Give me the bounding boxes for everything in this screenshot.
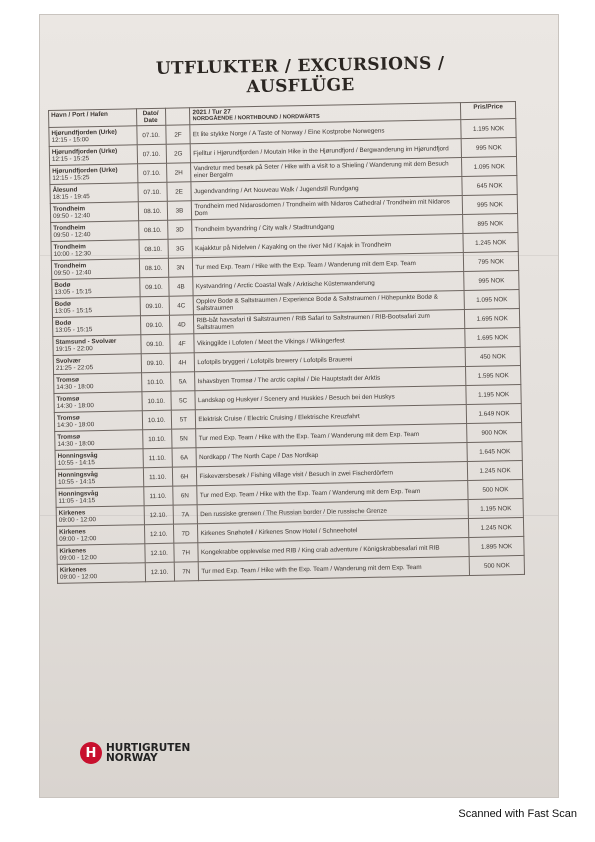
code-cell: 4H [170,353,195,372]
date-cell: 11.10. [143,449,172,469]
date-cell: 07.10. [138,183,167,203]
price-cell: 1.195 NOK [466,385,521,405]
code-cell: 6A [172,448,197,467]
port-time: 10:55 - 14:15 [58,478,96,487]
header-direction: NORDGÅENDE / NORTHBOUND / NORDWÄRTS [192,113,320,123]
port-cell [55,468,143,489]
price-cell: 1.245 NOK [469,518,524,538]
port-time: 09:50 - 12:40 [54,269,92,278]
date-cell: 10.10. [142,430,171,450]
port-time: 14:30 - 18:00 [57,440,95,449]
port-cell [57,544,145,565]
table-body [49,119,525,584]
price-cell: 895 NOK [463,214,518,234]
description-cell: Fjelltur i Hjørundfjorden / Moutain Hike in the Hjørundfjord / Bergwanderung im Hjørundfjord [191,139,462,163]
date-cell: 09.10. [139,278,168,298]
description-cell: Tur med Exp. Team / Hike with the Exp. Team / Wanderung mit dem Exp. Team [196,424,467,448]
port-cell [55,430,143,451]
port-name: Honningsvåg [57,452,98,461]
price-cell: 1.245 NOK [463,233,518,253]
port-name: Bodø [54,300,71,309]
port-cell [49,126,137,147]
price-cell: 1.095 NOK [464,290,519,310]
description-cell: Trondheim med Nidarosdomen / Trondheim with Nidaros Cathedral / Trondheim mit Nidaros Dom [192,196,463,220]
port-cell [51,259,139,280]
code-cell: 4C [169,296,194,315]
port-time: 09:00 - 12:00 [59,573,98,582]
port-name: Honningsvåg [58,490,99,499]
description-cell: Fiskeværsbesøk / Fishing village visit / Besuch in zwei Fischerdörfern [197,462,468,486]
date-cell: 11.10. [143,487,172,507]
header-port: Havn / Port / Hafen [49,109,137,128]
port-name: Hjørundfjorden (Urke) [52,166,118,176]
port-name: Tromsø [56,395,80,404]
port-time: 10:00 - 12:30 [53,250,91,259]
price-cell: 1.245 NOK [468,461,523,481]
port-cell [52,278,140,299]
code-cell: 6H [172,467,197,486]
description-cell: Ishavsbyen Tromsø / The arctic capital / Die Hauptstadt der Arktis [195,367,466,391]
header-tour: 2021 / Tur 27 [192,108,231,117]
description-cell: Kajakktur på Nidelven / Kayaking on the river Nid / Kajak in Trondheim [192,234,463,258]
date-cell: 10.10. [141,373,170,393]
description-cell: Tur med Exp. Team / Hike with the Exp. Team / Wanderung mit dem Exp. Team [193,253,464,277]
code-cell: 3N [168,258,193,277]
code-cell: 5A [170,372,195,391]
port-cell [50,202,138,223]
port-time: 12:15 - 15:00 [51,136,89,145]
description-cell: RIB-båt havsafari til Saltstraumen / RIB Safari to Saltstraumen / RIB-Bootsafari zum Saltstraumen [194,310,465,334]
port-name: Kirkenes [59,528,86,537]
description-cell: Kystvandring / Arctic Coastal Walk / Arktische Küstenwanderung [193,272,464,296]
code-cell: 7A [173,505,198,524]
port-name: Trondheim [53,262,87,271]
port-time: 09:50 - 12:40 [53,231,91,240]
code-cell: 7D [173,524,198,543]
date-cell: 10.10. [142,411,171,431]
port-cell [51,221,139,242]
port-name: Tromsø [57,433,81,442]
date-cell: 12.10. [144,525,173,545]
port-time: 18:15 - 19:45 [52,193,90,202]
description-cell: Tur med Exp. Team / Hike with the Exp. Team / Wanderung mit dem Exp. Team [197,481,468,505]
port-time: 21:25 - 22:05 [55,364,94,373]
port-cell [53,354,141,375]
port-name: Trondheim [53,224,86,233]
port-name: Stamsund - Svolvær [55,337,117,347]
port-cell [57,525,145,546]
description-cell: Elektrisk Cruise / Electric Cruising / Elektrische Kreuzfahrt [196,405,467,429]
description-cell: Landskap og Huskyer / Scenery and Huskies / Besuch bei den Huskys [195,386,466,410]
date-cell: 12.10. [145,563,174,583]
code-cell: 2G [166,144,191,163]
code-cell: 7H [173,543,198,562]
port-cell [52,316,140,337]
code-cell: 3D [167,220,192,239]
port-time: 09:00 - 12:00 [59,554,97,563]
port-time: 10:55 - 14:15 [57,459,95,468]
port-cell [54,411,142,432]
date-cell: 10.10. [142,392,171,412]
code-cell: 7N [174,562,199,581]
port-name: Hjørundfjorden (Urke) [51,147,118,157]
date-cell: 08.10. [139,240,168,260]
logo-wordmark [106,743,190,763]
excursions-table-wrap [48,101,525,584]
description-cell: Jugendvandring / Art Nouveau Walk / Jugendstil Rundgang [191,177,462,201]
port-time: 12:15 - 15:25 [52,174,90,183]
description-cell: Tur med Exp. Team / Hike with the Exp. Team / Wanderung mit dem Exp. Team [199,557,470,581]
port-time: 13:05 - 15:15 [54,288,92,297]
description-cell: Lofotpils bryggeri / Lofotpils brewery / Lofotpils Brauerei [195,348,466,372]
description-cell: Opplev Bodø & Saltstraumen / Experience Bodø & Saltstraumen / Höhepunkte Bodø & Saltstraumen [194,291,465,315]
date-cell: 09.10. [140,335,169,355]
port-name: Tromsø [56,414,80,423]
port-time: 14:30 - 18:00 [56,421,95,430]
code-cell: 2F [165,125,190,144]
port-cell [49,145,137,166]
port-name: Trondheim [53,243,86,252]
date-cell: 09.10. [140,316,169,336]
port-cell [50,164,138,185]
price-cell: 1.195 NOK [461,119,516,139]
excursions-table [48,101,525,584]
header-price: Pris/Price [461,102,516,120]
description-cell: Vandretur med besøk på Seter / Hike with a visit to a Shieling / Wanderung mit dem Besuch einer Bergalm [191,158,462,182]
code-cell: 2E [166,182,191,201]
date-cell: 12.10. [144,544,173,564]
port-name: Svolvær [55,357,81,366]
date-cell: 11.10. [143,468,172,488]
description-cell: Vikinggilde i Lofoten / Meet the Vikings / Wikingerfest [194,329,465,353]
hurtigruten-logo [80,742,190,764]
port-cell [54,392,142,413]
code-cell: 4F [169,334,194,353]
price-cell: 995 NOK [461,138,516,158]
code-cell: 5T [171,410,196,429]
port-time: 09:00 - 12:00 [58,516,97,525]
description-cell: Trondheim byvandring / City walk / Stadtrundgang [192,215,463,239]
code-cell: 5C [170,391,195,410]
price-cell: 1.095 NOK [462,157,517,177]
logo-line-2: NORWAY [106,752,158,764]
code-cell: 4D [169,315,194,334]
port-time: 09:00 - 12:00 [59,535,97,544]
port-name: Bodø [55,319,72,328]
date-cell: 07.10. [137,145,166,165]
port-cell [53,335,141,356]
price-cell: 795 NOK [464,252,519,272]
price-cell: 1.649 NOK [466,404,521,424]
price-cell: 1.895 NOK [469,537,524,557]
price-cell: 645 NOK [462,176,517,196]
port-time: 13:05 - 15:15 [55,326,93,335]
port-name: Ålesund [52,186,78,195]
port-name: Trondheim [52,205,86,214]
description-cell: Et lite stykke Norge / A Taste of Norway / Eine Kostprobe Norwegens [190,120,461,144]
description-cell: Nordkapp / The North Cape / Das Nordkap [196,443,467,467]
date-cell: 07.10. [137,164,166,184]
logo-line-1: HURTIGRUTEN [106,742,191,754]
port-cell [55,449,143,470]
price-cell: 995 NOK [464,271,519,291]
price-cell: 450 NOK [465,347,520,367]
description-cell: Kirkenes Snøhotell / Kirkenes Snow Hotel / Schneehotel [198,519,469,543]
code-cell: 3G [168,239,193,258]
port-name: Tromsø [56,376,80,385]
port-time: 09:50 - 12:40 [52,212,91,221]
header-date: Dato/ Date [136,108,165,126]
date-cell: 09.10. [140,297,169,317]
port-cell [56,487,144,508]
code-cell: 5N [171,429,196,448]
port-name: Kirkenes [59,566,87,575]
port-time: 14:30 - 18:00 [56,402,94,411]
date-cell: 12.10. [144,506,173,526]
port-time: 19:15 - 22:00 [55,345,93,354]
date-cell: 09.10. [141,354,170,374]
code-cell: 2H [166,163,191,182]
page-title: UTFLUKTER / EXCURSIONS / AUSFLÜGE [155,53,445,98]
date-cell: 08.10. [139,259,168,279]
price-cell: 1.595 NOK [466,366,521,386]
port-cell [57,563,145,584]
price-cell: 500 NOK [469,556,524,576]
date-cell: 08.10. [138,221,167,241]
price-cell: 900 NOK [467,423,522,443]
price-cell: 1.195 NOK [468,499,523,519]
price-cell: 1.695 NOK [465,309,520,329]
date-cell: 07.10. [136,126,165,146]
port-name: Bodø [54,281,71,290]
date-cell: 08.10. [138,202,167,222]
description-cell: Den russiske grensen / The Russian border / Die russische Grenze [198,500,469,524]
port-cell [56,506,144,527]
price-cell: 1.695 NOK [465,328,520,348]
port-cell [54,373,142,394]
price-cell: 1.645 NOK [467,442,522,462]
port-name: Honningsvåg [57,471,98,480]
port-time: 14:30 - 18:00 [56,383,94,392]
code-cell: 4B [168,277,193,296]
port-time: 12:15 - 15:25 [51,155,90,164]
port-time: 13:05 - 15:15 [54,307,93,316]
price-cell: 500 NOK [468,480,523,500]
port-name: Kirkenes [59,547,87,556]
hurtigruten-h-icon: H [80,742,102,764]
price-cell: 995 NOK [462,195,517,215]
code-cell: 6N [172,486,197,505]
scan-footer: Scanned with Fast Scan [458,808,577,820]
port-cell [50,183,138,204]
code-cell: 3B [167,201,192,220]
header-code [165,108,190,126]
port-cell [51,240,139,261]
port-time: 11:05 - 14:15 [58,497,96,506]
port-name: Hjørundfjorden (Urke) [51,128,117,138]
port-cell [52,297,140,318]
port-name: Kirkenes [58,509,86,518]
description-cell: Kongekrabbe opplevelse med RIB / King crab adventure / Königskrabbesafari mit RIB [198,538,469,562]
